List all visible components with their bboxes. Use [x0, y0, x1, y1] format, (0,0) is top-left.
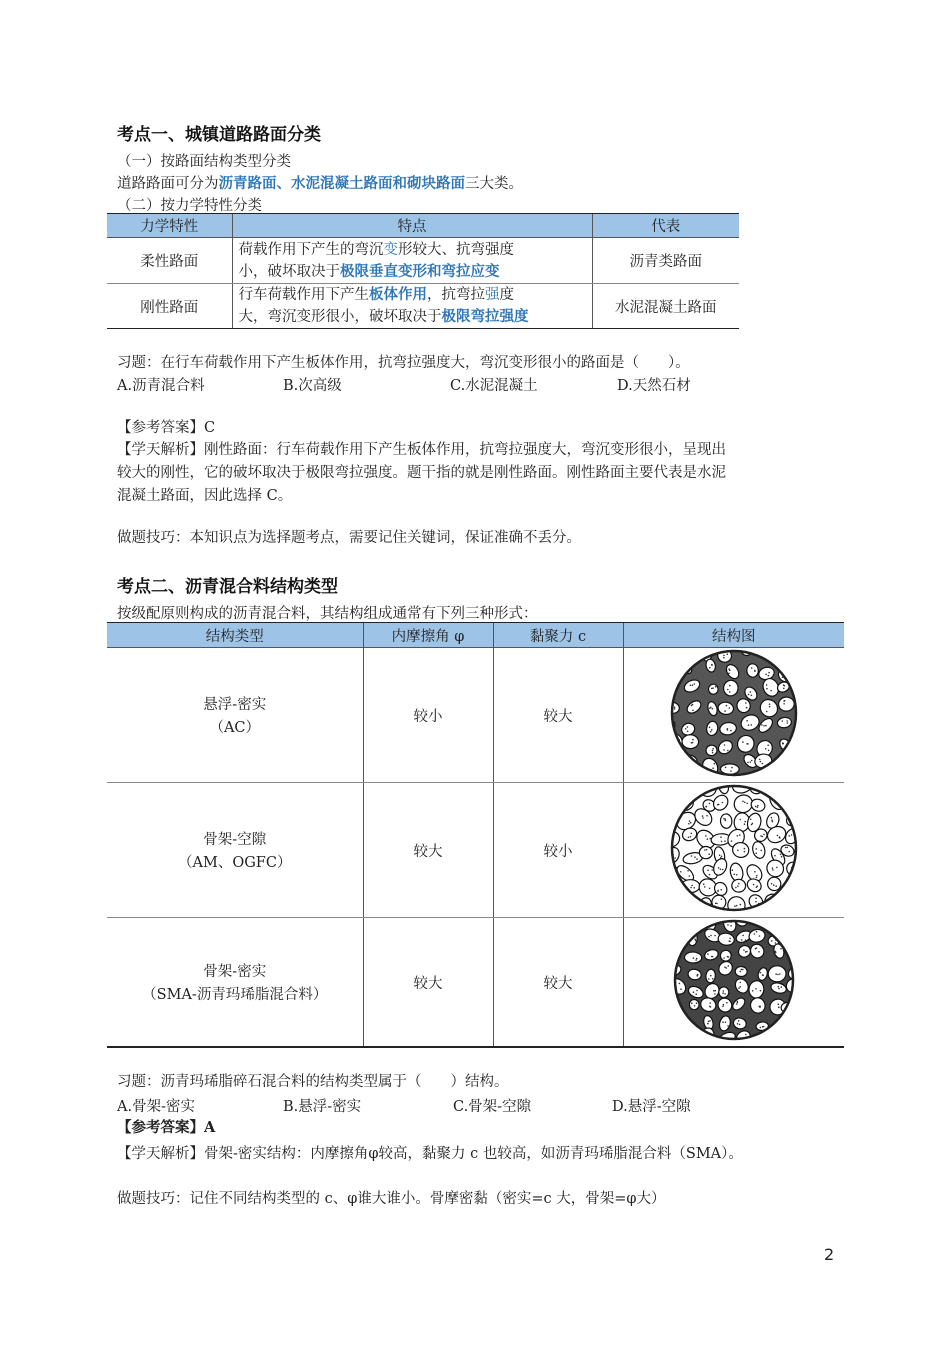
section1-title: 考点一、城镇道路路面分类	[117, 125, 321, 145]
table-header-row	[107, 623, 844, 648]
analysis-line: 【学天解析】刚性路面：行车荷载作用下产生板体作用，抗弯拉强度大，弯沉变形很小，呈现出	[117, 442, 726, 458]
analysis-2: 【学天解析】骨架-密实结构：内摩擦角φ较高，黏聚力 c 也较高，如沥青玛琋脂混合料（SMA）。	[117, 1146, 743, 1162]
analysis-line: 较大的刚性，它的破坏取决于极限弯拉强度。题干指的就是刚性路面。刚性路面主要代表是水泥	[117, 465, 726, 481]
option: B.次高级	[283, 378, 342, 394]
option: D.天然石材	[617, 378, 691, 394]
table-header: 结构图	[623, 623, 844, 648]
question-2: 习题：沥青玛琋脂碎石混合料的结构类型属于（ ）结构。	[117, 1074, 509, 1090]
table-cell: 骨架-空隙 （AM、OGFC）	[107, 783, 363, 918]
table-row	[107, 918, 844, 1048]
table-cell: 较大	[493, 918, 623, 1048]
section1-sub2: （二）按力学特性分类	[117, 198, 262, 214]
option: B.悬浮-密实	[283, 1099, 362, 1115]
table-cell: 较大	[363, 783, 493, 918]
answer-2: 【参考答案】A	[117, 1119, 216, 1136]
table-cell: 骨架-密实 （SMA-沥青玛琋脂混合料）	[107, 918, 363, 1048]
table-row	[107, 284, 739, 329]
section1-paragraph: 道路路面可分为沥青路面、水泥混凝土路面和砌块路面三大类。	[117, 176, 523, 192]
structure-table	[107, 622, 844, 1048]
suspended-dense-diagram	[666, 648, 802, 778]
skeleton-void-diagram	[666, 783, 802, 913]
section2-intro: 按级配原则构成的沥青混合料，其结构组成通常有下列三种形式：	[117, 606, 538, 622]
tip-1: 做题技巧：本知识点为选择题考点，需要记住关键词，保证准确不丢分。	[117, 530, 581, 546]
option: A.骨架-密实	[117, 1099, 195, 1115]
table-cell: 较小	[493, 783, 623, 918]
skeleton-dense-diagram	[666, 918, 802, 1042]
table-header: 力学特性	[107, 214, 232, 238]
table-header: 特点	[232, 214, 592, 238]
analysis-line: 混凝土路面，因此选择 C。	[117, 488, 293, 504]
table-cell: 行车荷载作用下产生板体作用，抗弯拉强度 大，弯沉变形很小，破坏取决于极限弯拉强度	[232, 284, 592, 329]
table-cell: 较小	[363, 648, 493, 783]
answer-1: 【参考答案】C	[117, 420, 216, 436]
table-header: 黏聚力 c	[493, 623, 623, 648]
table-cell	[623, 918, 844, 1048]
table-row	[107, 648, 844, 783]
option: D.悬浮-空隙	[612, 1099, 691, 1115]
table-cell	[623, 648, 844, 783]
mechanics-table	[107, 213, 739, 329]
table-row	[107, 238, 739, 284]
section1-sub1: （一）按路面结构类型分类	[117, 154, 291, 170]
table-cell: 悬浮-密实 （AC）	[107, 648, 363, 783]
table-cell: 较大	[363, 918, 493, 1048]
table-cell: 刚性路面	[107, 284, 232, 329]
table-cell: 荷载作用下产生的弯沉变形较大、抗弯强度 小，破坏取决于极限垂直变形和弯拉应变	[232, 238, 592, 284]
table-cell	[623, 783, 844, 918]
page-number: 2	[824, 1245, 835, 1264]
tip-2: 做题技巧：记住不同结构类型的 c、φ谁大谁小。骨摩密黏（密实=c 大，骨架=φ大）	[117, 1191, 666, 1207]
question-1: 习题：在行车荷载作用下产生板体作用，抗弯拉强度大，弯沉变形很小的路面是（ ）。	[117, 355, 690, 371]
table-cell: 较大	[493, 648, 623, 783]
option: C.水泥混凝土	[450, 378, 538, 394]
table-cell: 水泥混凝土路面	[592, 284, 739, 329]
table-header: 结构类型	[107, 623, 363, 648]
table-cell: 沥青类路面	[592, 238, 739, 284]
option: A.沥青混合料	[117, 378, 205, 394]
table-cell: 柔性路面	[107, 238, 232, 284]
table-header: 内摩擦角 φ	[363, 623, 493, 648]
table-header-row	[107, 214, 739, 238]
option: C.骨架-空隙	[453, 1099, 532, 1115]
section2-title: 考点二、沥青混合料结构类型	[117, 577, 338, 597]
table-row	[107, 783, 844, 918]
table-header: 代表	[592, 214, 739, 238]
highlight-road-types: 沥青路面、水泥混凝土路面和砌块路面	[218, 176, 465, 192]
